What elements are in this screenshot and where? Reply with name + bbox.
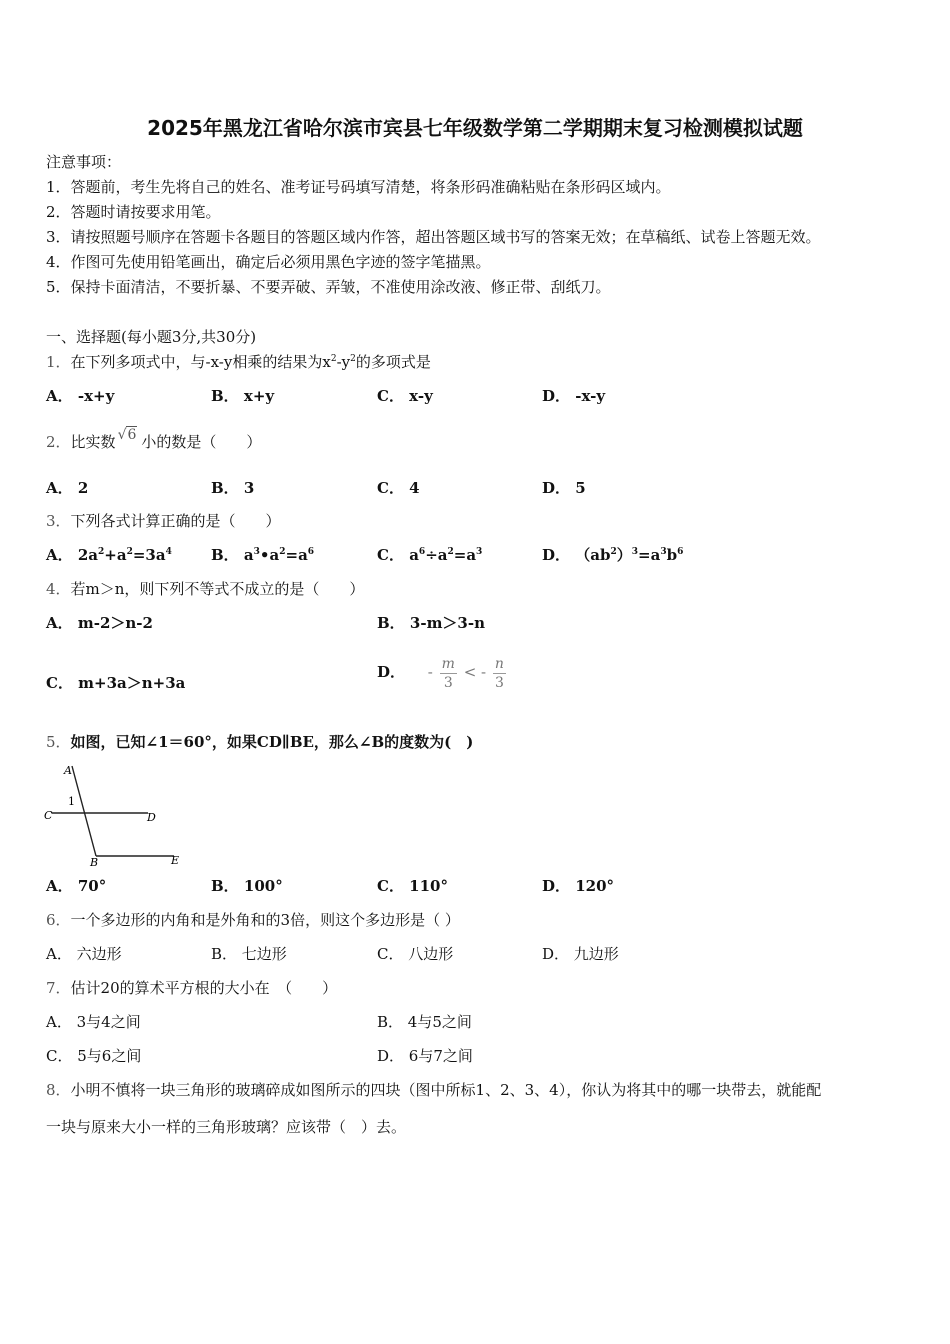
- notice-item: 2．答题时请按要求用笔。: [46, 203, 221, 221]
- expr-part: b: [666, 546, 678, 564]
- section-heading: 一、选择题(每小题3分,共30分): [46, 328, 257, 346]
- question-8-continued: 一块与原来大小一样的三角形玻璃？应该带（ ）去。: [46, 1118, 407, 1136]
- superscript: 2: [447, 547, 454, 557]
- notice-heading: 注意事项：: [46, 153, 122, 171]
- notice-item: 5．保持卡面清洁，不要折暴、不要弄破、弄皱，不准使用涂改液、修正带、刮纸刀。: [46, 278, 611, 296]
- superscript: 3: [660, 547, 667, 557]
- expr-part: =a: [285, 546, 308, 564]
- option-a: A． 70°: [46, 877, 107, 895]
- question-text: -y: [336, 353, 351, 371]
- question-text: 下列各式计算正确的是（ ）: [70, 512, 281, 530]
- label-b: B: [90, 856, 99, 866]
- option-b: B． 3-m＞3-n: [377, 614, 486, 632]
- expr-part: 2a: [77, 546, 99, 564]
- question-text: 如图，已知∠1＝60°，如果CD∥BE，那么∠B的度数为( ): [70, 733, 474, 751]
- option-a: A． 2: [46, 479, 89, 497]
- question-6: [46, 910, 460, 930]
- fraction-n-over-3: [493, 655, 506, 692]
- superscript: 3: [631, 547, 639, 557]
- expr-part: ）: [616, 546, 632, 564]
- question-5: [46, 732, 473, 752]
- option-d: [377, 650, 508, 694]
- superscript: 2: [279, 547, 286, 557]
- option-b: B． x+y: [211, 387, 275, 405]
- superscript: 2: [350, 354, 356, 364]
- question-number: 8．: [46, 1081, 71, 1099]
- expr-part: •a: [259, 546, 280, 564]
- question-text: 比实数: [70, 433, 116, 451]
- option-c: [377, 545, 482, 565]
- label-angle-1: 1: [68, 795, 75, 808]
- question-number: 2．: [46, 433, 71, 451]
- option-label: D．: [542, 546, 571, 564]
- question-number: 5．: [46, 733, 71, 751]
- superscript: 6: [677, 547, 684, 557]
- option-c: C． 八边形: [377, 945, 454, 963]
- expr-part: a: [409, 546, 419, 564]
- superscript: 4: [165, 547, 172, 557]
- option-a: A． 六边形: [46, 945, 122, 963]
- option-a: A． -x+y: [46, 387, 115, 405]
- option-c: C． 110°: [377, 877, 448, 895]
- expr-part: =3a: [132, 546, 166, 564]
- option-a: A． m-2＞n-2: [46, 614, 153, 632]
- expr-part: （ab: [575, 546, 611, 564]
- option-a: [46, 545, 172, 565]
- expr-part: a: [243, 546, 254, 564]
- option-c: C． x-y: [377, 387, 433, 405]
- option-a: A． 3与4之间: [46, 1013, 141, 1031]
- superscript: 2: [610, 547, 617, 557]
- superscript: 2: [98, 547, 105, 557]
- expr-part: +a: [104, 546, 127, 564]
- option-label: B．: [211, 546, 239, 564]
- option-c: C． 5与6之间: [46, 1047, 142, 1065]
- question-3: [46, 511, 281, 531]
- option-d: D． 九边形: [542, 945, 619, 963]
- label-e: E: [171, 854, 180, 866]
- minus-sign: -: [427, 663, 433, 681]
- option-b: B． 4与5之间: [377, 1013, 472, 1031]
- question-text: 一个多边形的内角和是外角和的3倍，则这个多边形是（ ）: [70, 911, 460, 929]
- superscript: 6: [307, 547, 315, 557]
- question-1: [46, 352, 431, 372]
- option-b: B． 100°: [211, 877, 283, 895]
- numerator: m: [441, 655, 455, 672]
- option-d: D． 5: [542, 479, 586, 497]
- sqrt-expression: √6: [117, 427, 137, 443]
- question-number: 7．: [46, 979, 71, 997]
- question-2: [46, 427, 262, 453]
- option-d: D． 6与7之间: [377, 1047, 473, 1065]
- question-text: 小明不慎将一块三角形的玻璃碎成如图所示的四块（图中所标1、2、3、4），你认为将其中的哪一块带去，就能配: [70, 1081, 822, 1099]
- expr-part: =a: [453, 546, 477, 564]
- question-8: [46, 1080, 821, 1100]
- question-text: 的多项式是: [355, 353, 431, 371]
- page-title: 2025年黑龙江省哈尔滨市宾县七年级数学第二学期期末复习检测模拟试题: [147, 116, 803, 140]
- option-label: A．: [46, 546, 73, 564]
- question-4: [46, 579, 364, 599]
- option-label: D．: [377, 663, 406, 681]
- superscript: 2: [330, 354, 337, 364]
- notice-item: 3．请按照题号顺序在答题卡各题目的答题区域内作答，超出答题区域书写的答案无效；在草稿纸、试卷上答题无效。: [46, 228, 821, 246]
- radicand: 6: [127, 427, 137, 443]
- notice-item: 4．作图可先使用铅笔画出，确定后必须用黑色字迹的签字笔描黑。: [46, 253, 491, 271]
- option-d: D． -x-y: [542, 387, 606, 405]
- option-c: C． 4: [377, 479, 420, 497]
- denominator: 3: [494, 674, 504, 691]
- superscript: 3: [253, 547, 260, 557]
- parallel-lines-figure: [44, 762, 184, 866]
- question-number: 3．: [46, 512, 71, 530]
- option-b: B． 七边形: [211, 945, 287, 963]
- superscript: 3: [476, 547, 483, 557]
- question-text: 小的数是（ ）: [141, 433, 262, 451]
- question-number: 6．: [46, 911, 71, 929]
- label-c: C: [44, 809, 53, 822]
- superscript: 6: [418, 547, 426, 557]
- question-7: [46, 978, 337, 998]
- label-d: D: [147, 811, 156, 824]
- label-a: A: [64, 764, 72, 777]
- notice-item: 1．答题前，考生先将自己的姓名、准考证号码填写清楚，将条形码准确粘贴在条形码区域内。: [46, 178, 671, 196]
- question-text: 若m＞n，则下列不等式不成立的是（ ）: [70, 580, 365, 598]
- option-label: C．: [377, 546, 404, 564]
- option-b: [211, 545, 314, 565]
- transversal-line: [72, 766, 96, 856]
- question-number: 4．: [46, 580, 71, 598]
- option-c: C． m+3a＞n+3a: [46, 674, 186, 692]
- numerator: n: [494, 655, 504, 672]
- option-b: B． 3: [211, 479, 255, 497]
- superscript: 2: [126, 547, 133, 557]
- denominator: 3: [443, 674, 453, 691]
- expr-part: =a: [638, 546, 661, 564]
- question-number: 1．: [46, 353, 71, 371]
- question-text: 在下列多项式中，与-x-y相乘的结果为x: [70, 353, 331, 371]
- fraction-m-over-3: [440, 655, 457, 692]
- expr-part: ÷a: [425, 546, 448, 564]
- option-d: [542, 545, 683, 565]
- less-than-sign: < -: [463, 663, 487, 681]
- question-text: 估计20的算术平方根的大小在 （ ）: [70, 979, 338, 997]
- option-d: D． 120°: [542, 877, 615, 895]
